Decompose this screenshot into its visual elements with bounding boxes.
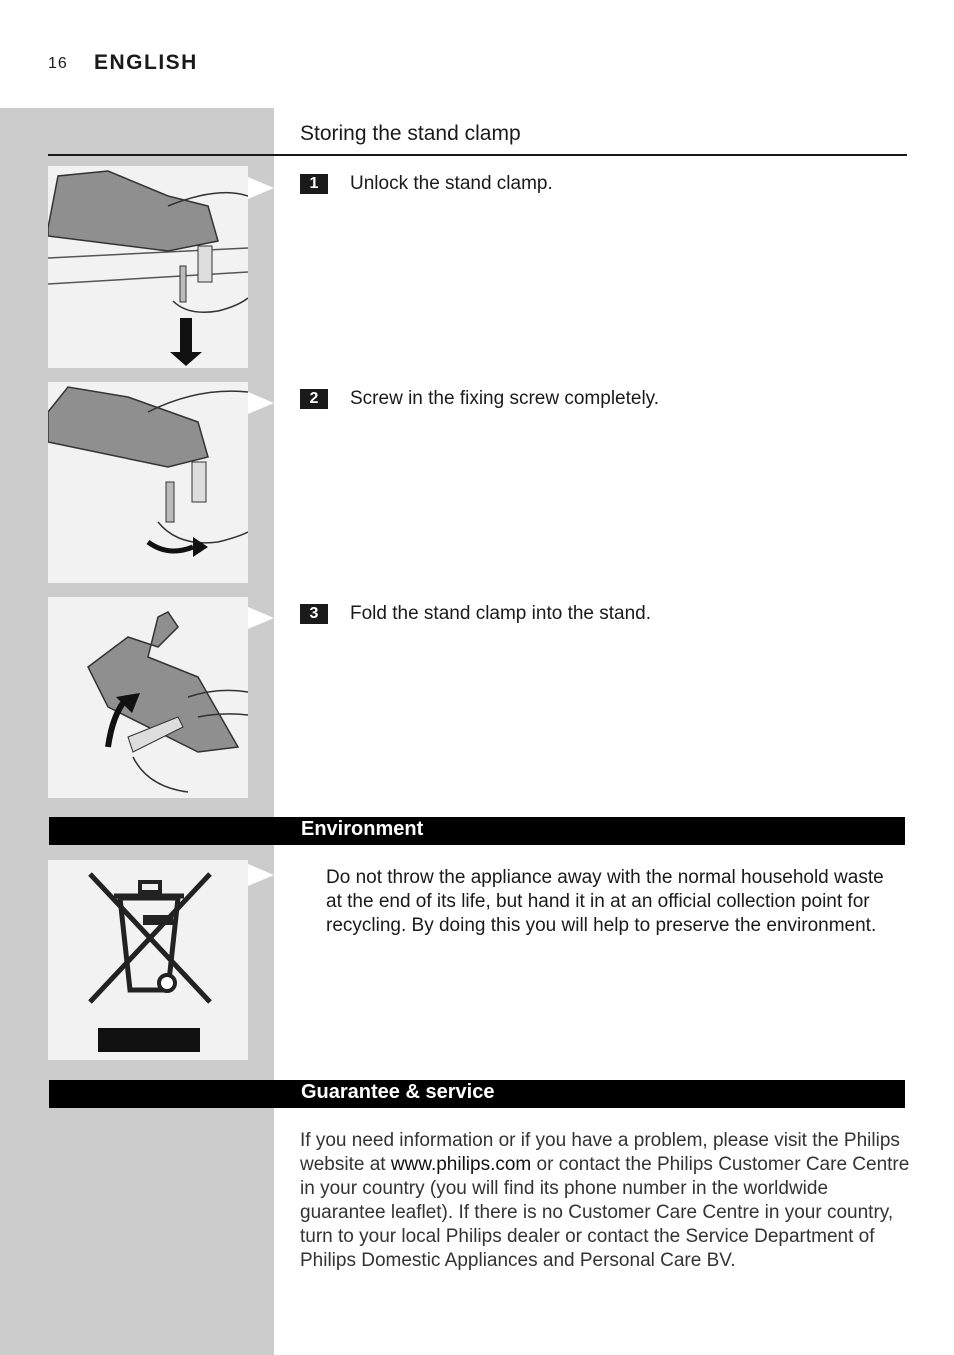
step-number: 1 — [300, 174, 328, 194]
step-2 — [300, 388, 659, 410]
figure-pointer — [248, 177, 274, 199]
fixing-screw-illustration — [48, 382, 248, 583]
section-rule — [48, 154, 907, 156]
figure-pointer — [248, 392, 274, 414]
section-title-storing: Storing the stand clamp — [300, 122, 521, 145]
philips-website-link[interactable]: www.philips.com — [390, 1154, 532, 1175]
step-text: Unlock the stand clamp. — [350, 173, 553, 194]
guarantee-text — [300, 1129, 910, 1273]
page-number: 16 — [48, 55, 68, 72]
guarantee-text-start: If you need information or if you have a problem, please visit the Philips website at — [300, 1130, 900, 1175]
guarantee-heading-bar — [49, 1080, 905, 1108]
guarantee-text-end: or contact the Philips Customer Care Centre in your country (you will find its phone number in the worldwide guarantee leaflet). If there is no Customer Care Centre in your country, turn to your local Philips dealer or contact the Service Department of Philips Domestic Appliances and Personal Care BV. — [300, 1154, 910, 1271]
language-heading: ENGLISH — [94, 51, 198, 74]
environment-heading-bar — [49, 817, 905, 845]
stand-clamp-unlock-illustration — [48, 166, 248, 368]
guarantee-heading: Guarantee & service — [301, 1081, 495, 1103]
environment-text: Do not throw the appliance away with the normal household waste at the end of its life, but hand it in at an official collection point for recycling. By doing this you will help to preserve the environment. — [326, 867, 884, 936]
crossed-out-wheelie-bin-icon — [48, 860, 248, 1060]
step-text: Fold the stand clamp into the stand. — [350, 603, 652, 624]
step-number: 3 — [300, 604, 328, 624]
figure-pointer — [248, 864, 274, 886]
fold-clamp-illustration — [48, 597, 248, 798]
step-number: 2 — [300, 389, 328, 409]
environment-heading: Environment — [301, 818, 424, 840]
figure-pointer — [248, 607, 274, 629]
step-3 — [300, 603, 651, 625]
step-text: Screw in the fixing screw completely. — [350, 388, 660, 409]
step-1 — [300, 173, 553, 195]
